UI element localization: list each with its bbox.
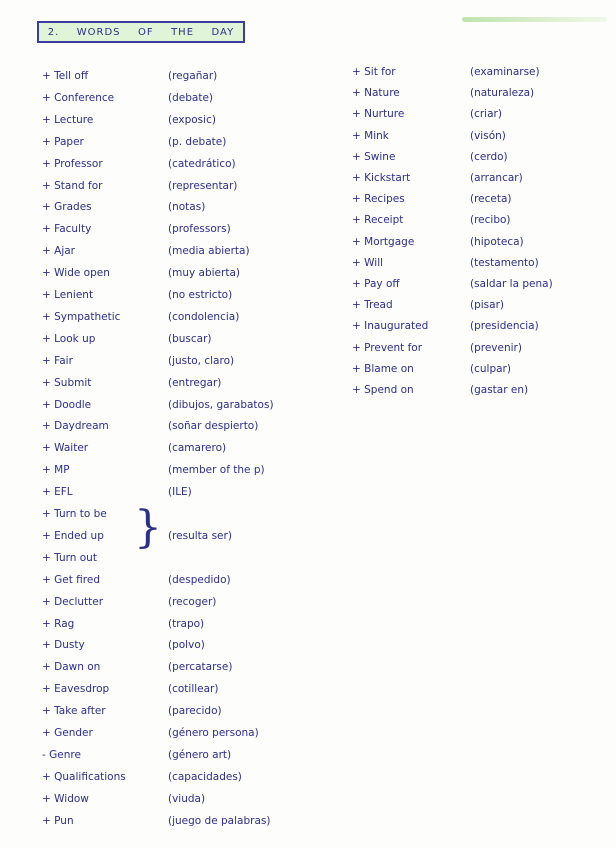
vocab-term: + Prevent for bbox=[352, 341, 423, 354]
vocab-term: + Pun bbox=[42, 814, 74, 827]
vocab-translation: (presidencia) bbox=[470, 320, 539, 333]
vocab-translation: (pisar) bbox=[470, 299, 504, 312]
vocab-term: + Look up bbox=[42, 332, 96, 345]
vocab-term: + Widow bbox=[42, 792, 89, 805]
vocab-term: + Qualifications bbox=[42, 770, 126, 783]
vocab-term: + Faculty bbox=[42, 223, 92, 236]
vocab-translation: (despedido) bbox=[168, 573, 231, 586]
vocab-translation: (buscar) bbox=[168, 332, 212, 345]
vocab-term: + Tread bbox=[352, 299, 393, 312]
vocab-translation: (capacidades) bbox=[168, 770, 242, 783]
title-word: DAY bbox=[211, 26, 235, 38]
vocab-translation: (saldar la pena) bbox=[470, 278, 553, 290]
vocab-translation: (viuda) bbox=[168, 792, 206, 805]
vocab-translation: (dibujos, garabatos) bbox=[168, 398, 274, 411]
vocab-translation: (gastar en) bbox=[470, 384, 529, 396]
vocab-translation: (juego de palabras) bbox=[168, 814, 271, 827]
vocab-translation: (professors) bbox=[168, 223, 231, 236]
vocab-term: + Ended up bbox=[42, 529, 104, 542]
vocab-translation: (prevenir) bbox=[470, 341, 522, 354]
vocab-translation: (representar) bbox=[168, 179, 238, 192]
vocab-translation: (member of the p) bbox=[168, 464, 265, 477]
vocab-translation: (resulta ser) bbox=[168, 529, 232, 542]
vocab-term: + Swine bbox=[352, 150, 396, 163]
vocab-term: + Grades bbox=[42, 201, 92, 214]
title-word: THE bbox=[171, 26, 195, 38]
curly-brace: } bbox=[134, 502, 162, 553]
vocab-translation: (ILE) bbox=[168, 486, 192, 499]
highlighter-mark bbox=[462, 17, 607, 22]
title-word: OF bbox=[137, 26, 154, 38]
vocab-term: + Tell off bbox=[42, 70, 89, 82]
vocab-term: + MP bbox=[42, 464, 70, 477]
vocab-translation: (recoger) bbox=[168, 595, 217, 608]
vocab-translation: (criar) bbox=[470, 108, 502, 121]
vocab-translation: (media abierta) bbox=[168, 245, 250, 258]
vocab-term: + Gender bbox=[42, 727, 93, 739]
vocab-term: + Submit bbox=[42, 376, 92, 389]
vocab-term: + Doodle bbox=[42, 398, 92, 411]
vocab-term: + Declutter bbox=[42, 595, 104, 608]
vocab-term: + Kickstart bbox=[352, 172, 411, 184]
vocab-term: + Ajar bbox=[42, 245, 75, 258]
vocab-translation: (receta) bbox=[470, 193, 512, 206]
vocab-term: + Nurture bbox=[352, 108, 405, 121]
vocab-term: + Receipt bbox=[352, 214, 404, 227]
vocab-term: + Blame on bbox=[352, 362, 414, 375]
vocab-term: + Eavesdrop bbox=[42, 683, 110, 696]
vocab-translation: (cotillear) bbox=[168, 683, 219, 696]
vocab-translation: (muy abierta) bbox=[168, 267, 240, 280]
vocab-term: + Sympathetic bbox=[42, 310, 121, 323]
title-word: WORDS bbox=[76, 26, 121, 38]
vocab-translation: (debate) bbox=[168, 91, 213, 104]
vocab-term: + Take after bbox=[42, 705, 106, 718]
vocab-term: + Conference bbox=[42, 91, 115, 104]
vocab-term: + Dawn on bbox=[42, 661, 101, 674]
vocab-translation: (percatarse) bbox=[168, 661, 233, 674]
vocab-translation: (justo, claro) bbox=[168, 354, 235, 367]
vocab-translation: (polvo) bbox=[168, 639, 205, 652]
vocab-term: + Sit for bbox=[352, 66, 396, 78]
vocab-term: + Spend on bbox=[352, 384, 414, 396]
vocab-translation: (trapo) bbox=[168, 617, 205, 630]
vocab-translation: (notas) bbox=[168, 201, 206, 214]
vocab-translation: (entregar) bbox=[168, 376, 222, 389]
vocab-translation: (examinarse) bbox=[470, 66, 540, 78]
vocab-term: + Will bbox=[352, 256, 384, 269]
vocab-translation: (p. debate) bbox=[168, 135, 227, 148]
vocab-translation: (hipoteca) bbox=[470, 235, 524, 248]
vocab-translation: (catedrático) bbox=[168, 157, 236, 170]
vocab-term: - Genre bbox=[42, 748, 81, 761]
vocab-term: + Professor bbox=[42, 157, 103, 170]
vocab-translation: (parecido) bbox=[168, 705, 222, 718]
vocab-term: + Mink bbox=[352, 129, 389, 142]
vocab-term: + Fair bbox=[42, 354, 73, 367]
vocab-term: + Turn to be bbox=[42, 508, 107, 520]
title-number: 2. bbox=[47, 26, 60, 38]
vocab-term: + EFL bbox=[42, 486, 73, 499]
vocab-term: + Turn out bbox=[42, 551, 97, 564]
vocab-translation: (exposic) bbox=[168, 113, 216, 126]
vocab-term: + Get fired bbox=[42, 573, 101, 586]
vocab-term: + Stand for bbox=[42, 179, 103, 192]
vocab-translation: (arrancar) bbox=[470, 172, 523, 184]
vocab-translation: (camarero) bbox=[168, 442, 227, 455]
vocab-term: + Mortgage bbox=[352, 235, 415, 248]
vocab-term: + Recipes bbox=[352, 193, 405, 206]
vocab-translation: (no estricto) bbox=[168, 289, 233, 301]
vocab-term: + Wide open bbox=[42, 267, 110, 280]
vocab-translation: (testamento) bbox=[470, 256, 539, 269]
vocab-term: + Dusty bbox=[42, 639, 85, 652]
page-title bbox=[37, 21, 245, 43]
vocab-translation: (regañar) bbox=[168, 70, 218, 82]
vocab-translation: (soñar despierto) bbox=[168, 420, 259, 433]
vocab-translation: (cerdo) bbox=[470, 150, 508, 163]
vocab-translation: (género art) bbox=[168, 748, 232, 761]
vocab-term: + Waiter bbox=[42, 442, 89, 455]
vocab-term: + Nature bbox=[352, 87, 400, 100]
vocab-term: + Paper bbox=[42, 135, 84, 148]
vocab-translation: (visón) bbox=[470, 129, 506, 142]
vocab-term: + Lenient bbox=[42, 289, 94, 301]
vocab-translation: (condolencia) bbox=[168, 310, 240, 323]
vocab-translation: (género persona) bbox=[168, 727, 259, 739]
vocab-translation: (recibo) bbox=[470, 214, 511, 227]
vocab-term: + Daydream bbox=[42, 420, 109, 433]
vocab-translation: (culpar) bbox=[470, 362, 511, 375]
vocab-translation: (naturaleza) bbox=[470, 87, 535, 100]
vocab-term: + Pay off bbox=[352, 278, 400, 290]
vocab-term: + Rag bbox=[42, 617, 75, 630]
vocab-term: + Lecture bbox=[42, 113, 94, 126]
vocab-term: + Inaugurated bbox=[352, 320, 429, 333]
